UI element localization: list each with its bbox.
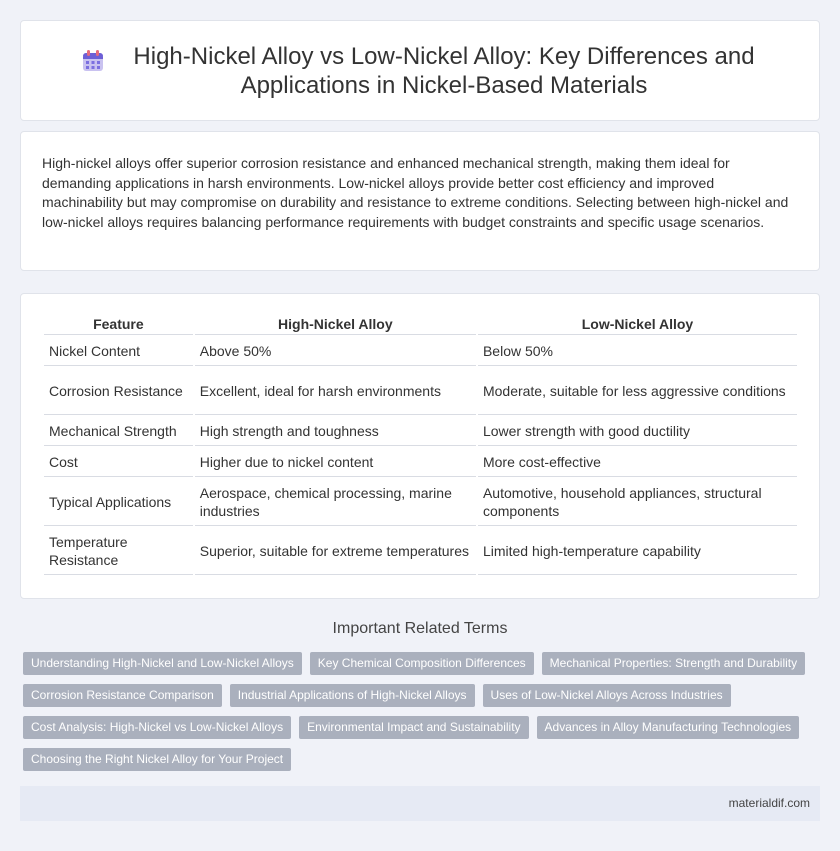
comparison-table	[42, 312, 799, 577]
calendar-icon	[80, 48, 106, 74]
low-nickel-cell: Moderate, suitable for less aggressive conditions	[478, 368, 797, 415]
low-nickel-cell: Automotive, household appliances, structural components	[478, 479, 797, 526]
high-nickel-cell: Aerospace, chemical processing, marine industries	[195, 479, 476, 526]
feature-cell: Nickel Content	[44, 337, 193, 366]
high-nickel-cell: Superior, suitable for extreme temperatures	[195, 528, 476, 575]
title-wrap	[80, 42, 760, 100]
low-nickel-cell: Limited high-temperature capability	[478, 528, 797, 575]
high-nickel-cell: Excellent, ideal for harsh environments	[195, 368, 476, 415]
intro-text: High-nickel alloys offer superior corrosion resistance and enhanced mechanical strength, making them ideal for demanding applications in harsh environments. Low-nickel alloys provide better cost efficiency and improved machinability but may compromise on durability and resistance to extreme conditions. Selecting between high-nickel and low-nickel alloys requires balancing performance requirements with budget constraints and specific usage scenarios.	[42, 155, 789, 230]
related-term-tag[interactable]: Industrial Applications of High-Nickel Alloys	[230, 684, 475, 707]
header-high-nickel: High-Nickel Alloy	[195, 314, 476, 335]
footer-site-link[interactable]: materialdif.com	[728, 796, 810, 810]
header-card	[20, 20, 820, 121]
page-title: High-Nickel Alloy vs Low-Nickel Alloy: Key Differences and Applications in Nickel-Based Materials	[133, 42, 755, 99]
low-nickel-cell: Below 50%	[478, 337, 797, 366]
table-row	[44, 368, 797, 415]
low-nickel-cell: Lower strength with good ductility	[478, 417, 797, 446]
header-low-nickel: Low-Nickel Alloy	[478, 314, 797, 335]
related-term-tag[interactable]: Cost Analysis: High-Nickel vs Low-Nickel Alloys	[23, 716, 291, 739]
comparison-table-card	[20, 293, 820, 599]
header-feature: Feature	[44, 314, 193, 335]
related-term-tag[interactable]: Choosing the Right Nickel Alloy for Your Project	[23, 748, 291, 771]
table-row	[44, 448, 797, 477]
related-term-tag[interactable]: Corrosion Resistance Comparison	[23, 684, 222, 707]
related-term-tag[interactable]: Uses of Low-Nickel Alloys Across Industries	[483, 684, 731, 707]
footer	[20, 786, 820, 821]
related-term-tag[interactable]: Mechanical Properties: Strength and Durability	[542, 652, 805, 675]
high-nickel-cell: Above 50%	[195, 337, 476, 366]
intro-card	[20, 131, 820, 271]
table-row	[44, 479, 797, 526]
feature-cell: Corrosion Resistance	[44, 368, 193, 415]
high-nickel-cell: High strength and toughness	[195, 417, 476, 446]
table-row	[44, 417, 797, 446]
feature-cell: Temperature Resistance	[44, 528, 193, 575]
low-nickel-cell: More cost-effective	[478, 448, 797, 477]
feature-cell: Mechanical Strength	[44, 417, 193, 446]
related-term-tag[interactable]: Understanding High-Nickel and Low-Nickel Alloys	[23, 652, 302, 675]
related-terms-list	[23, 652, 823, 771]
feature-cell: Typical Applications	[44, 479, 193, 526]
related-term-tag[interactable]: Environmental Impact and Sustainability	[299, 716, 528, 739]
related-term-tag[interactable]: Advances in Alloy Manufacturing Technologies	[537, 716, 800, 739]
feature-cell: Cost	[44, 448, 193, 477]
table-row	[44, 528, 797, 575]
related-term-tag[interactable]: Key Chemical Composition Differences	[310, 652, 534, 675]
related-terms-title: Important Related Terms	[332, 620, 508, 637]
table-header-row	[44, 314, 797, 335]
high-nickel-cell: Higher due to nickel content	[195, 448, 476, 477]
table-row	[44, 337, 797, 366]
